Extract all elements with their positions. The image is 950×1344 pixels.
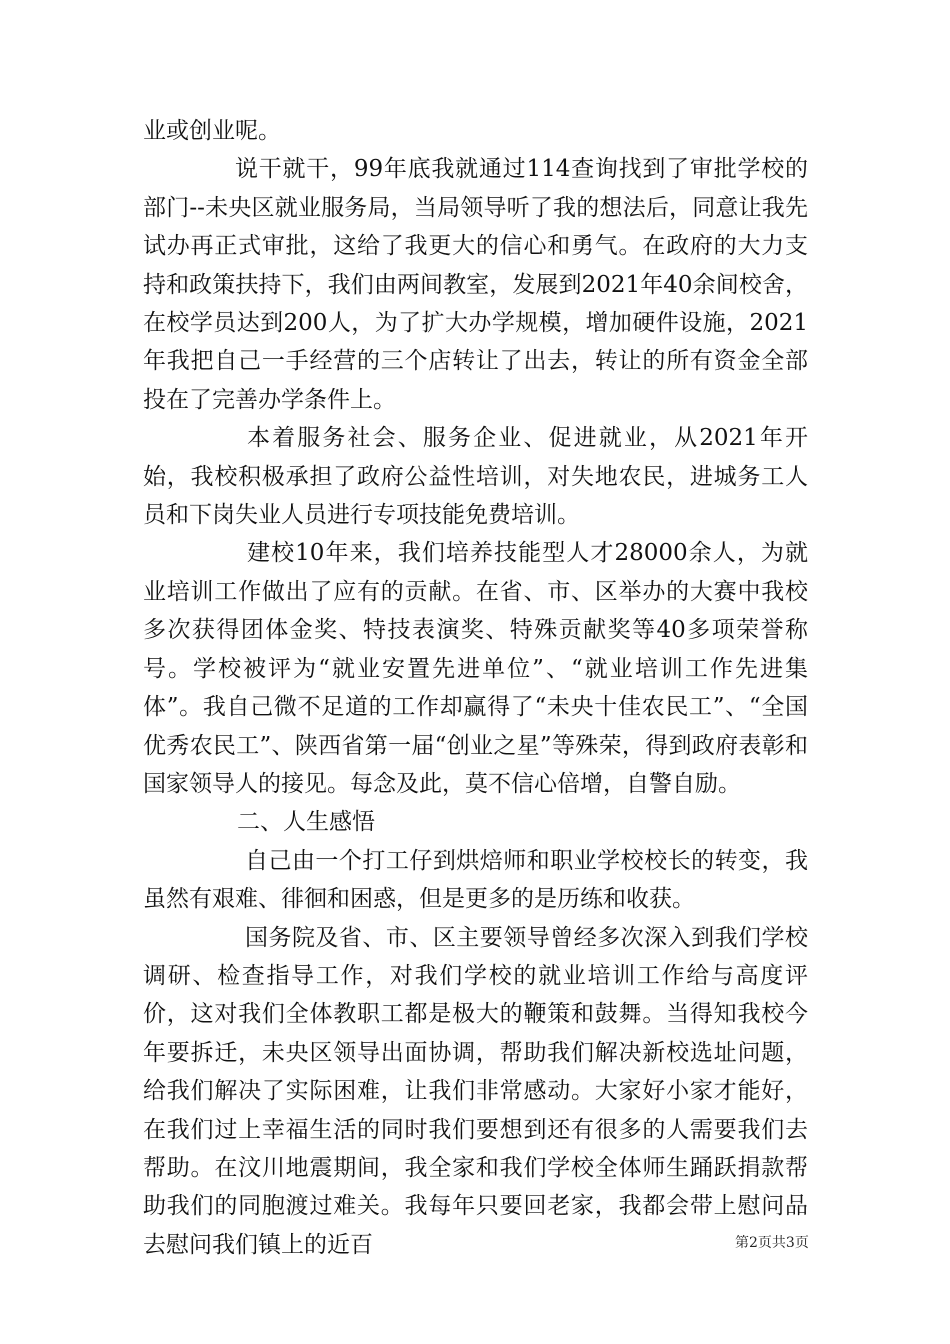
paragraph-government-support: 国务院及省、市、区主要领导曾经多次深入到我们学校调研、检查指导工作，对我们学校的就业培训工作给与高度评价，这对我们全体教职工都是极大的鞭策和鼓舞。当得知我校今年要拆迁，未央区领导出面协调，帮助我们解决新校选址问题，给我们解决了实际困难，让我们非常感动。大家好小家才能好，在我们过上幸福生活的同时我们要想到还有很多的人需要我们去帮助。在汶川地震期间，我全家和我们学校全体师生踊跃捐款帮助我们的同胞渡过难关。我每年只要回老家，我都会带上慰问品去慰问我们镇上的近百 [143, 924, 808, 1258]
paragraph-continuation: 业或创业呢。 [143, 118, 281, 144]
paragraph-personal-transformation: 自己由一个打工仔到烘焙师和职业学校校长的转变，我虽然有艰难、徘徊和困惑，但是更多的是历练和收获。 [143, 847, 808, 913]
paragraph-public-training: 本着服务社会、服务企业、促进就业，从2021年开始，我校积极承担了政府公益性培训，对失地农民，进城务工人员和下岗失业人员进行专项技能免费培训。 [143, 425, 808, 529]
paragraph-school-founding: 说干就干，99年底我就通过114查询找到了审批学校的部门--未央区就业服务局，当局领导听了我的想法后，同意让我先试办再正式审批，这给了我更大的信心和勇气。在政府的大力支持和政策扶持下，我们由两间教室，发展到2021年40余间校舍，在校学员达到200人，为了扩大办学规模，增加硬件设施，2021年我把自己一手经营的三个店转让了出去，转让的所有资金全部投在了完善办学条件上。 [143, 156, 808, 413]
paragraph-achievements: 建校10年来，我们培养技能型人才28000余人，为就业培训工作做出了应有的贡献。在省、市、区举办的大赛中我校多次获得团体金奖、特技表演奖、特殊贡献奖等40多项荣誉称号。学校被评为“就业安置先进单位”、“就业培训工作先进集体”。我自己微不足道的工作却赢得了“未央十佳农民工”、“全国优秀农民工”、陕西省第一届“创业之星”等殊荣，得到政府表彰和国家领导人的接见。每念及此，莫不信心倍增，自警自励。 [143, 540, 808, 797]
document-body [143, 112, 808, 1264]
section-heading-life-insights: 二、人生感悟 [237, 809, 375, 836]
page-number-footer: 第2页共3页 [735, 1235, 809, 1251]
